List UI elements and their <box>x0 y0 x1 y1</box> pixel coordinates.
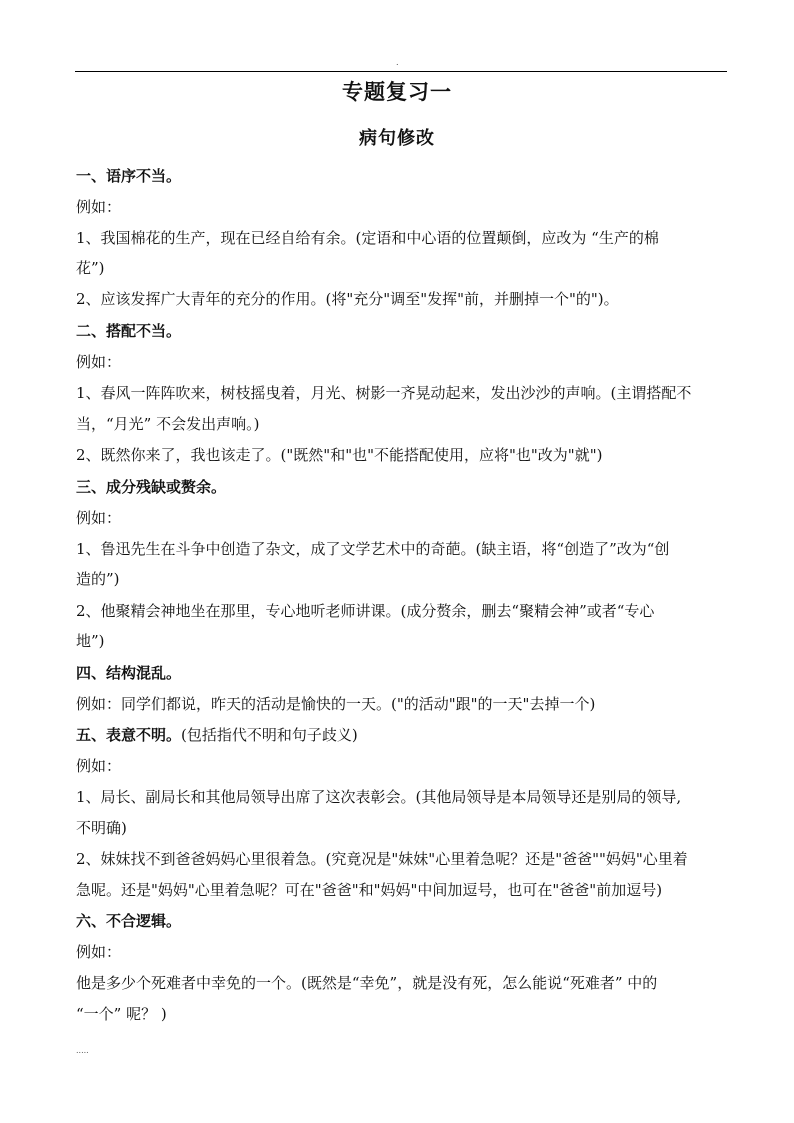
section-5-note: (包括指代不明和句子歧义) <box>181 726 358 744</box>
section-3-item-1-line-1: 1、鲁迅先生在斗争中创造了杂文，成了文学艺术中的奇葩。(缺主语，将“创造了”改为“创 <box>76 540 670 558</box>
section-5-item-1-line-1: 1、局长、副局长和其他局领导出席了这次表彰会。(其他局领导是本局领导还是别局的领导, <box>76 788 682 806</box>
section-2-heading: 二、搭配不当。 <box>76 322 182 340</box>
section-3-item-1-line-2: 造的”) <box>76 570 120 588</box>
section-3-item-2-line-2: 地”) <box>76 632 105 650</box>
section-5-item-2-line-2: 急呢。还是"妈妈"心里着急呢？可在"爸爸"和"妈妈"中间加逗号，也可在"爸爸"前加逗号) <box>76 881 663 899</box>
section-6-item-1-line-1: 他是多少个死难者中幸免的一个。(既然是“幸免”，就是没有死，怎么能说“死难者” 中的 <box>76 974 658 992</box>
section-5-item-1-line-2: 不明确) <box>76 819 127 837</box>
section-4-example: 例如：同学们都说，昨天的活动是愉快的一天。("的活动"跟"的一天"去掉一个) <box>76 695 596 713</box>
section-2-item-1-line-2: 当，“月光” 不会发出声响。) <box>76 415 260 433</box>
section-5-heading: 五、表意不明。 <box>76 726 182 744</box>
section-3-item-2-line-1: 2、他聚精会神地坐在那里，专心地听老师讲课。(成分赘余，删去“聚精会神”或者“专心 <box>76 602 655 620</box>
section-5-heading-line <box>76 724 728 745</box>
section-1-example-label: 例如： <box>76 198 122 216</box>
section-5-item-2-line-1: 2、妹妹找不到爸爸妈妈心里很着急。(究竟况是"妹妹"心里着急呢？还是"爸爸""妈妈"心里着 <box>76 850 688 868</box>
header-rule <box>75 71 727 72</box>
section-6-heading: 六、不合逻辑。 <box>76 912 182 930</box>
section-5-example-label: 例如： <box>76 757 122 775</box>
section-6-item-1-line-2: “一个” 呢？ ) <box>76 1005 167 1023</box>
section-4-heading: 四、结构混乱。 <box>76 664 182 682</box>
page-title: 专题复习一 <box>342 79 452 104</box>
section-2-item-2: 2、既然你来了，我也该走了。("既然"和"也"不能搭配使用，应将"也"改为"就") <box>76 446 603 464</box>
section-1-item-2: 2、应该发挥广大青年的充分的作用。(将"充分"调至"发挥"前，并删掉一个"的")。 <box>76 290 619 308</box>
section-2-example-label: 例如： <box>76 353 122 371</box>
section-3-heading: 三、成分残缺或赘余。 <box>76 478 227 496</box>
section-2-item-1-line-1: 1、春风一阵阵吹来，树枝摇曳着，月光、树影一齐晃动起来，发出沙沙的声响。(主谓搭配不 <box>76 384 692 402</box>
section-6-example-label: 例如： <box>76 943 122 961</box>
section-1-item-1-line-1: 1、我国棉花的生产，现在已经自给有余。(定语和中心语的位置颠倒，应改为 “生产的棉 <box>76 229 659 247</box>
header-mark: . <box>396 58 399 67</box>
page-subtitle: 病句修改 <box>359 128 435 149</box>
section-1-heading: 一、语序不当。 <box>76 167 182 185</box>
section-3-example-label: 例如： <box>76 509 122 527</box>
footer-mark: ..... <box>76 1046 89 1055</box>
section-1-item-1-line-2: 花”) <box>76 259 105 277</box>
